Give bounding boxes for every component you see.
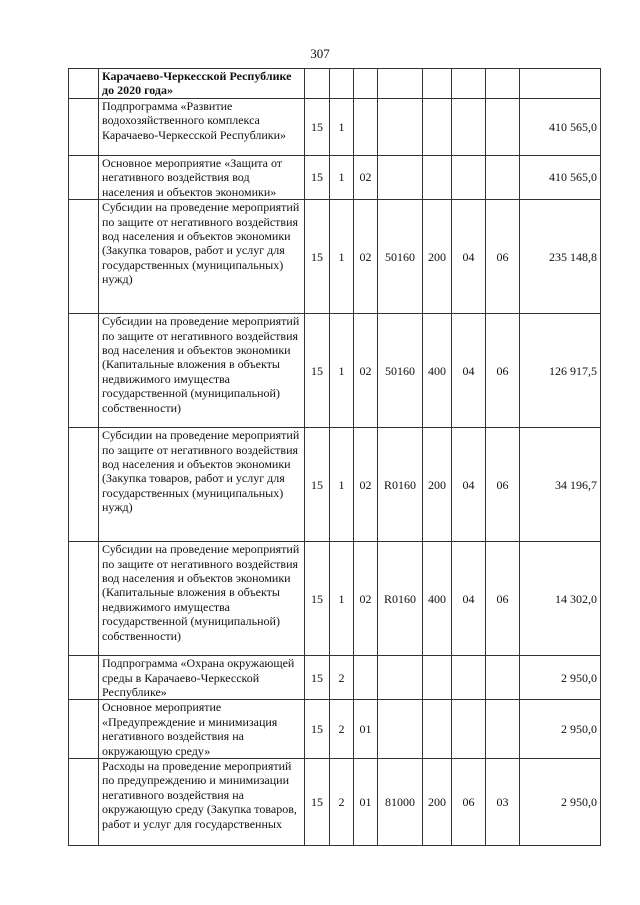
code-direction: 50160 (378, 200, 423, 314)
code-direction (378, 156, 423, 200)
table-row (69, 542, 601, 656)
code-subsection (486, 69, 520, 99)
table-row (69, 700, 601, 759)
code-om: 01 (354, 759, 378, 846)
code-om: 02 (354, 428, 378, 542)
code-om: 01 (354, 700, 378, 759)
table-row (69, 200, 601, 314)
table-row (69, 656, 601, 700)
code-gp (305, 69, 330, 99)
amount: 410 565,0 (520, 99, 601, 156)
code-om: 02 (354, 314, 378, 428)
code-pp (330, 69, 354, 99)
code-pp: 1 (330, 156, 354, 200)
code-pp: 1 (330, 99, 354, 156)
code-expense-type (423, 656, 452, 700)
code-section: 04 (452, 428, 486, 542)
amount (520, 69, 601, 99)
code-section (452, 700, 486, 759)
code-subsection: 06 (486, 542, 520, 656)
code-gp: 15 (305, 200, 330, 314)
code-gp: 15 (305, 542, 330, 656)
table-row (69, 156, 601, 200)
row-name: Расходы на проведение мероприятий по предупреждению и минимизации негативного воздействия на окружающую среду (Закупка товаров, работ и услуг для государственных (99, 759, 305, 846)
code-subsection: 06 (486, 314, 520, 428)
code-pp: 1 (330, 542, 354, 656)
code-gp: 15 (305, 656, 330, 700)
amount: 2 950,0 (520, 700, 601, 759)
row-blank-cell (69, 156, 99, 200)
amount: 14 302,0 (520, 542, 601, 656)
code-expense-type (423, 99, 452, 156)
code-pp: 2 (330, 759, 354, 846)
code-subsection (486, 156, 520, 200)
amount: 2 950,0 (520, 656, 601, 700)
code-pp: 2 (330, 700, 354, 759)
amount: 34 196,7 (520, 428, 601, 542)
code-section (452, 156, 486, 200)
code-expense-type: 200 (423, 759, 452, 846)
code-direction (378, 656, 423, 700)
code-om (354, 69, 378, 99)
amount: 126 917,5 (520, 314, 601, 428)
code-expense-type: 200 (423, 428, 452, 542)
code-pp: 1 (330, 200, 354, 314)
code-direction: R0160 (378, 428, 423, 542)
code-expense-type (423, 156, 452, 200)
row-name: Основное мероприятие «Защита от негативного воздействия вод населения и объектов экономики» (99, 156, 305, 200)
row-blank-cell (69, 314, 99, 428)
table-row (69, 69, 601, 99)
code-om (354, 99, 378, 156)
code-subsection (486, 99, 520, 156)
row-name: Подпрограмма «Охрана окружающей среды в Карачаево-Черкесской Республике» (99, 656, 305, 700)
code-gp: 15 (305, 700, 330, 759)
code-pp: 1 (330, 428, 354, 542)
code-section: 06 (452, 759, 486, 846)
code-om: 02 (354, 542, 378, 656)
row-blank-cell (69, 69, 99, 99)
code-section (452, 99, 486, 156)
row-name: Карачаево-Черкесской Республике до 2020 года» (99, 69, 305, 99)
row-blank-cell (69, 700, 99, 759)
code-subsection: 03 (486, 759, 520, 846)
table-row (69, 314, 601, 428)
table-row (69, 759, 601, 846)
code-direction (378, 99, 423, 156)
code-expense-type (423, 700, 452, 759)
row-name: Основное мероприятие «Предупреждение и минимизация негативного воздействия на окружающую среду» (99, 700, 305, 759)
code-om: 02 (354, 200, 378, 314)
code-om: 02 (354, 156, 378, 200)
amount: 410 565,0 (520, 156, 601, 200)
row-name: Субсидии на проведение мероприятий по защите от негативного воздействия вод населения и объектов экономики (Закупка товаров, работ и услуг для государственных (муниципальных) нужд) (99, 200, 305, 314)
code-section: 04 (452, 200, 486, 314)
code-gp: 15 (305, 156, 330, 200)
row-blank-cell (69, 542, 99, 656)
code-expense-type: 400 (423, 542, 452, 656)
row-name: Подпрограмма «Развитие водохозяйственного комплекса Карачаево-Черкесской Республики» (99, 99, 305, 156)
code-pp: 2 (330, 656, 354, 700)
row-blank-cell (69, 759, 99, 846)
row-blank-cell (69, 656, 99, 700)
code-direction (378, 700, 423, 759)
row-name: Субсидии на проведение мероприятий по защите от негативного воздействия вод населения и объектов экономики (Капитальные вложения в объекты недвижимого имущества государственной (муниципальной) собственности) (99, 542, 305, 656)
code-section: 04 (452, 542, 486, 656)
code-expense-type (423, 69, 452, 99)
code-direction (378, 69, 423, 99)
code-section (452, 69, 486, 99)
code-direction: 50160 (378, 314, 423, 428)
code-direction: R0160 (378, 542, 423, 656)
row-blank-cell (69, 428, 99, 542)
code-section: 04 (452, 314, 486, 428)
code-gp: 15 (305, 428, 330, 542)
code-gp: 15 (305, 314, 330, 428)
code-gp: 15 (305, 99, 330, 156)
row-name: Субсидии на проведение мероприятий по защите от негативного воздействия вод населения и объектов экономики (Закупка товаров, работ и услуг для государственных (муниципальных) нужд) (99, 428, 305, 542)
table-row (69, 428, 601, 542)
code-direction: 81000 (378, 759, 423, 846)
code-expense-type: 200 (423, 200, 452, 314)
page-number: 307 (310, 46, 330, 61)
code-om (354, 656, 378, 700)
budget-table (68, 68, 601, 846)
code-subsection: 06 (486, 428, 520, 542)
table-row (69, 99, 601, 156)
code-subsection (486, 700, 520, 759)
code-expense-type: 400 (423, 314, 452, 428)
amount: 235 148,8 (520, 200, 601, 314)
code-section (452, 656, 486, 700)
code-subsection (486, 656, 520, 700)
code-pp: 1 (330, 314, 354, 428)
row-blank-cell (69, 200, 99, 314)
amount: 2 950,0 (520, 759, 601, 846)
code-gp: 15 (305, 759, 330, 846)
row-blank-cell (69, 99, 99, 156)
row-name: Субсидии на проведение мероприятий по защите от негативного воздействия вод населения и объектов экономики (Капитальные вложения в объекты недвижимого имущества государственной (муниципальной) собственности) (99, 314, 305, 428)
code-subsection: 06 (486, 200, 520, 314)
